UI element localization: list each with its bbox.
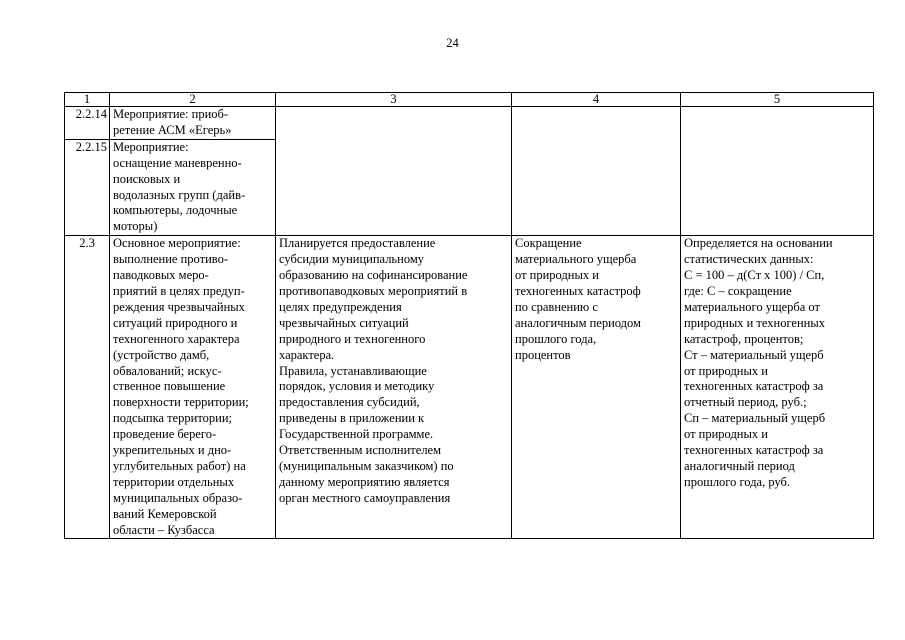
text-line: техногенных катастроф за	[684, 443, 824, 458]
row-description	[110, 139, 276, 235]
table-row	[65, 107, 874, 140]
text-line: по сравнению с	[515, 299, 598, 314]
text-line: аналогичный период	[684, 458, 795, 473]
text-line: от природных и	[684, 363, 768, 378]
text-line: подсыпка территории;	[113, 411, 232, 426]
text-line: целях предупреждения	[279, 299, 402, 314]
row-description	[110, 107, 276, 140]
table-row	[65, 236, 874, 539]
row-number: 2.3	[65, 236, 110, 539]
text-line: статистических данных:	[684, 252, 814, 267]
row-method	[681, 236, 874, 539]
text-line: прошлого года,	[515, 331, 597, 346]
text-line: укрепительных и дно-	[113, 443, 232, 458]
table-header-row	[65, 93, 874, 107]
text-line: моторы)	[113, 219, 158, 234]
text-line: Определяется на основании	[684, 236, 833, 251]
text-line: характера.	[279, 347, 335, 362]
text-line: (устройство дамб,	[113, 347, 210, 362]
text-line: приятий в целях предуп-	[113, 283, 245, 298]
text-line: оснащение маневренно-	[113, 155, 242, 170]
header-cell: 3	[276, 93, 512, 107]
text-line: процентов	[515, 347, 571, 362]
empty-cell	[512, 107, 681, 236]
text-line: Государственной программе.	[279, 427, 434, 442]
empty-cell	[276, 107, 512, 236]
text-line: проведение берего-	[113, 427, 217, 442]
text-line: прошлого года, руб.	[684, 474, 791, 489]
text-line: С = 100 – д(Ст х 100) / Сп,	[684, 268, 825, 283]
text-line: Мероприятие:	[113, 139, 189, 154]
text-line: предоставления субсидий,	[279, 395, 420, 410]
text-line: материального ущерба от	[684, 299, 820, 314]
text-line: ситуаций природного и	[113, 315, 238, 330]
empty-cell	[681, 107, 874, 236]
text-line: паводковых меро-	[113, 268, 209, 283]
text-line: Сокращение	[515, 236, 582, 251]
text-line: чрезвычайных ситуаций	[279, 315, 409, 330]
text-line: данному мероприятию является	[279, 474, 450, 489]
text-line: (муниципальным заказчиком) по	[279, 458, 454, 473]
text-line: поверхности территории;	[113, 395, 249, 410]
text-line: орган местного самоуправления	[279, 490, 451, 505]
text-line: ретение АСМ «Егерь»	[113, 122, 232, 137]
text-line: приведены в приложении к	[279, 411, 425, 426]
text-line: территории отдельных	[113, 474, 235, 489]
text-line: ственное повышение	[113, 379, 226, 394]
text-line: реждения чрезвычайных	[113, 299, 245, 314]
text-line: порядок, условия и методику	[279, 379, 435, 394]
header-cell: 2	[110, 93, 276, 107]
text-line: Ст – материальный ущерб	[684, 347, 824, 362]
text-line: водолазных групп (дайв-	[113, 187, 246, 202]
text-line: ваний Кемеровской	[113, 506, 217, 521]
text-line: катастроф, процентов;	[684, 331, 804, 346]
text-line: компьютеры, лодочные	[113, 203, 238, 218]
text-line: Планируется предоставление	[279, 236, 436, 251]
text-line: материального ущерба	[515, 252, 637, 267]
text-line: Ответственным исполнителем	[279, 443, 442, 458]
text-line: техногенных катастроф за	[684, 379, 824, 394]
text-line: Сп – материальный ущерб	[684, 411, 826, 426]
text-line: образованию на софинансирование	[279, 268, 468, 283]
row-number: 2.2.14	[65, 107, 110, 140]
text-line: техногенного характера	[113, 331, 240, 346]
text-line: где: С – сокращение	[684, 283, 792, 298]
header-cell: 4	[512, 93, 681, 107]
text-line: Основное мероприятие:	[113, 236, 241, 251]
text-line: от природных и	[684, 427, 768, 442]
row-number: 2.2.15	[65, 139, 110, 235]
text-line: техногенных катастроф	[515, 283, 641, 298]
page-number: 24	[446, 36, 459, 50]
text-line: противопаводковых мероприятий в	[279, 283, 468, 298]
text-line: выполнение противо-	[113, 252, 229, 267]
row-description	[110, 236, 276, 539]
text-line: обвалований; искус-	[113, 363, 222, 378]
text-line: природных и техногенных	[684, 315, 825, 330]
text-line: поисковых и	[113, 171, 181, 186]
text-line: углубительных работ) на	[113, 458, 246, 473]
row-indicator	[512, 236, 681, 539]
text-line: муниципальных образо-	[113, 490, 243, 505]
text-line: Правила, устанавливающие	[279, 363, 427, 378]
row-details	[276, 236, 512, 539]
text-line: аналогичным периодом	[515, 315, 641, 330]
data-table	[64, 92, 874, 539]
text-line: субсидии муниципальному	[279, 252, 424, 267]
header-cell: 5	[681, 93, 874, 107]
header-cell: 1	[65, 93, 110, 107]
text-line: от природных и	[515, 268, 599, 283]
text-line: области – Кузбасса	[113, 522, 215, 537]
text-line: Мероприятие: приоб-	[113, 107, 229, 121]
text-line: природного и техногенного	[279, 331, 426, 346]
text-line: отчетный период, руб.;	[684, 395, 807, 410]
